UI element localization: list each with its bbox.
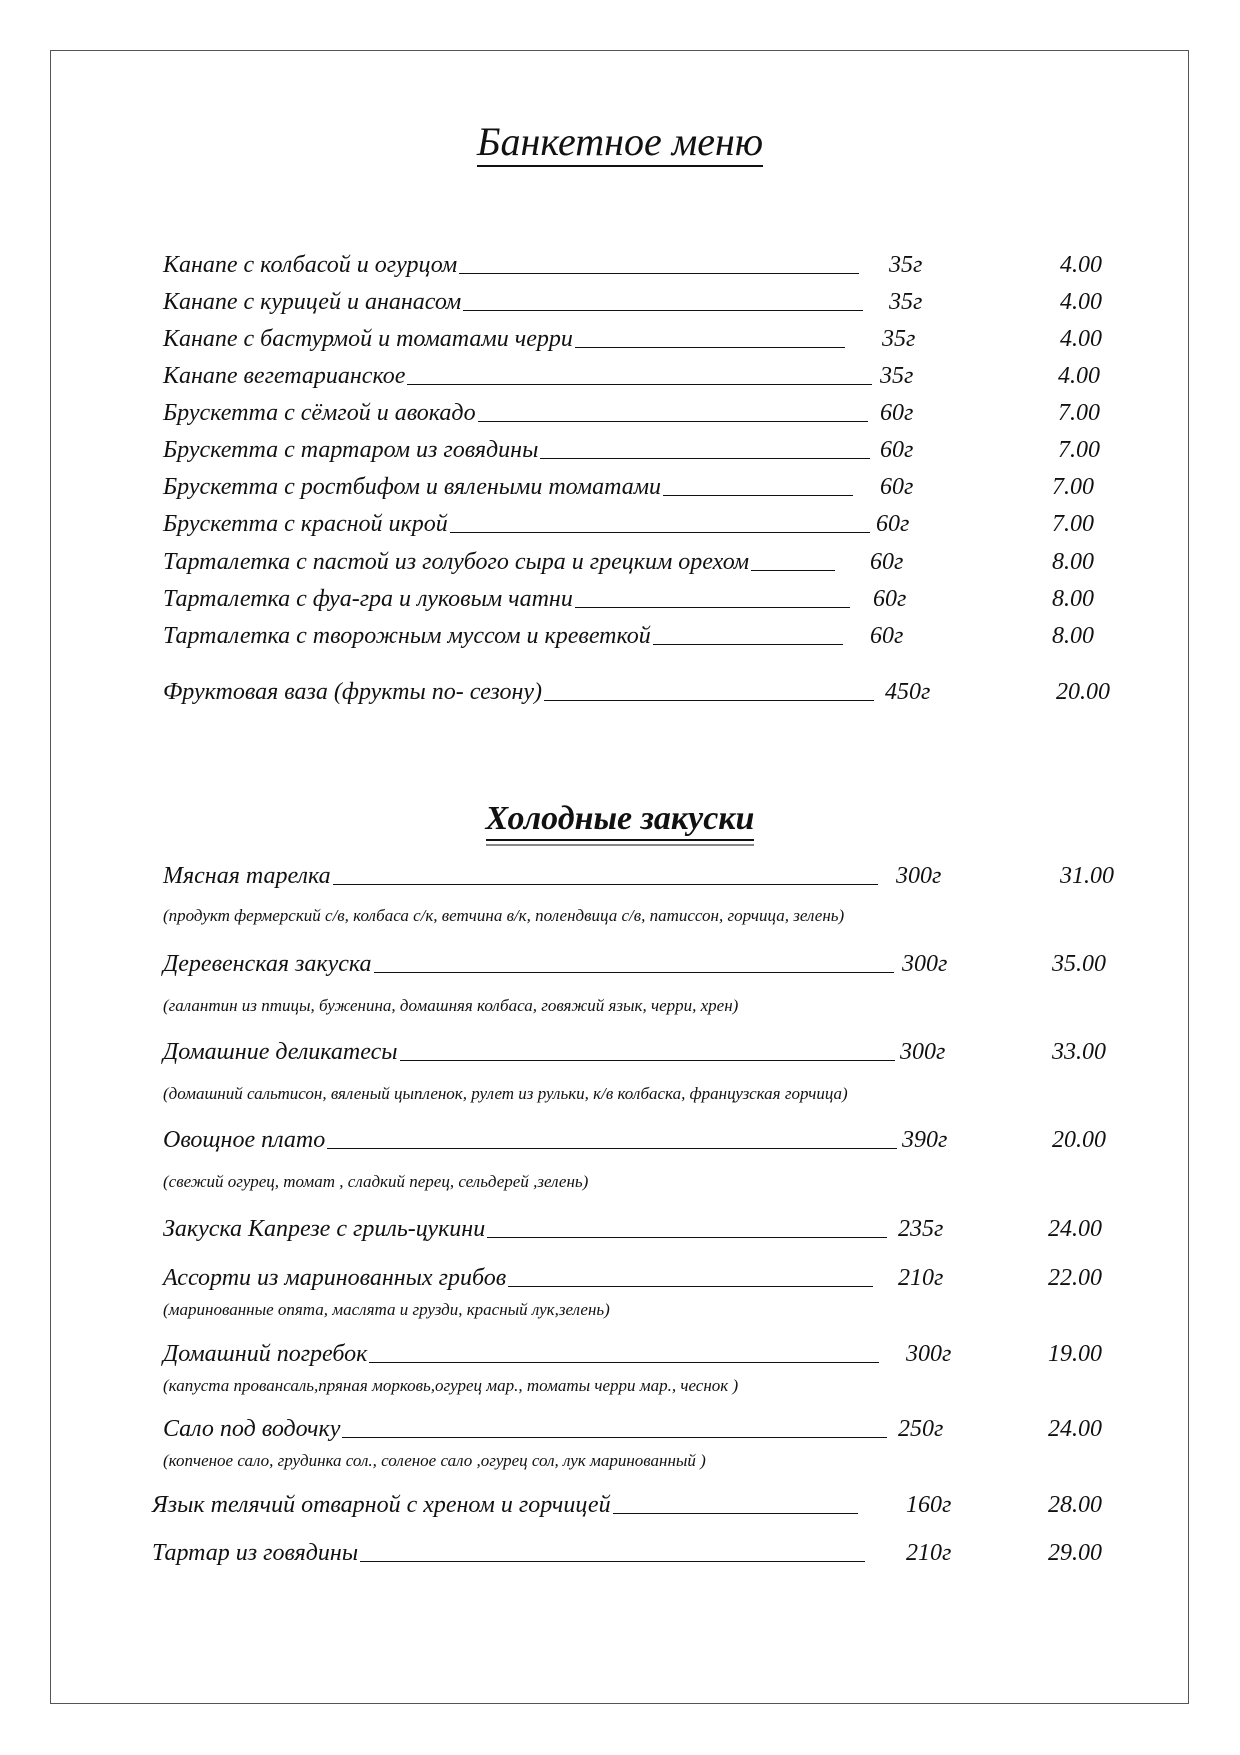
item-name-text: Сало под водочку [163, 1416, 341, 1442]
item-price: 4.00 [1060, 252, 1102, 278]
menu-item-row [0, 323, 1240, 357]
menu-item-row [0, 471, 1240, 505]
item-name-text: Брускетта с красной икрой [163, 511, 448, 537]
menu-item-row [0, 286, 1240, 320]
item-name [163, 1216, 887, 1243]
item-price: 22.00 [1048, 1265, 1102, 1291]
item-price: 24.00 [1048, 1216, 1102, 1242]
item-name [163, 1265, 873, 1292]
item-name-text: Брускетта с тартаром из говядины [163, 437, 539, 463]
leader-line [478, 420, 868, 422]
item-weight: 35г [889, 289, 923, 315]
leader-line [360, 1560, 865, 1562]
item-name [163, 400, 868, 427]
item-price: 7.00 [1052, 511, 1094, 537]
leader-line [751, 569, 835, 571]
item-name [163, 951, 894, 978]
item-description: (капуста провансаль,пряная морковь,огурец мар., томаты черри мар., чеснок ) [163, 1376, 739, 1395]
item-name-text: Тарталетка с творожным муссом и креветкой [163, 623, 651, 649]
menu-item-row [0, 434, 1240, 468]
item-price: 7.00 [1058, 437, 1100, 463]
item-name-text: Канапе с колбасой и огурцом [163, 252, 458, 278]
item-name [163, 252, 859, 279]
menu-item-row [0, 360, 1240, 394]
item-name-text: Закуска Капрезе с гриль-цукини [163, 1216, 486, 1242]
item-weight: 300г [900, 1039, 946, 1065]
item-weight: 300г [902, 951, 948, 977]
item-weight: 35г [889, 252, 923, 278]
item-description: (свежий огурец, томат , сладкий перец, сельдерей ,зелень) [163, 1172, 589, 1191]
menu-item-row [0, 948, 1240, 982]
item-name [163, 474, 853, 501]
item-weight: 60г [873, 586, 907, 612]
menu-item-row [0, 620, 1240, 654]
item-weight: 60г [880, 474, 914, 500]
menu-title [0, 118, 1240, 167]
item-name-text: Канапе с бастурмой и томатами черри [163, 326, 573, 352]
item-price: 35.00 [1052, 951, 1106, 977]
menu-item-row [0, 397, 1240, 431]
item-price: 8.00 [1052, 623, 1094, 649]
item-name-text: Тарталетка с фуа-гра и луковым чатни [163, 586, 573, 612]
item-weight: 60г [880, 437, 914, 463]
item-price: 29.00 [1048, 1540, 1102, 1566]
menu-title-text: Банкетное меню [477, 120, 763, 167]
section-title-cold-appetizers [0, 800, 1240, 841]
item-name [163, 363, 872, 390]
item-name-text: Ассорти из маринованных грибов [163, 1265, 507, 1291]
item-weight: 35г [880, 363, 914, 389]
item-name [163, 437, 870, 464]
item-price: 33.00 [1052, 1039, 1106, 1065]
menu-item-row [0, 1338, 1240, 1372]
item-description: (копченое сало, грудинка сол., соленое сало ,огурец сол, лук маринованный ) [163, 1451, 706, 1470]
item-weight: 60г [870, 623, 904, 649]
item-weight: 210г [906, 1540, 952, 1566]
item-name [163, 289, 863, 316]
item-price: 7.00 [1052, 474, 1094, 500]
menu-item-row [0, 1537, 1240, 1571]
menu-item-row [0, 1489, 1240, 1523]
item-price: 4.00 [1058, 363, 1100, 389]
item-price: 24.00 [1048, 1416, 1102, 1442]
menu-item-row [0, 546, 1240, 580]
item-name [163, 549, 835, 576]
leader-line [459, 272, 859, 274]
leader-line [369, 1361, 879, 1363]
item-name-text: Домашние деликатесы [163, 1039, 398, 1065]
menu-item-row [0, 676, 1240, 710]
leader-line [342, 1436, 887, 1438]
item-weight: 300г [896, 863, 942, 889]
item-weight: 235г [898, 1216, 944, 1242]
leader-line [653, 643, 843, 645]
item-name [163, 679, 874, 706]
item-weight: 60г [870, 549, 904, 575]
leader-line [508, 1285, 873, 1287]
item-name [163, 1416, 887, 1443]
menu-item-row [0, 508, 1240, 542]
section-title-text: Холодные закуски [486, 800, 755, 841]
item-weight: 35г [882, 326, 916, 352]
item-price: 4.00 [1060, 326, 1102, 352]
item-name [163, 586, 850, 613]
item-name [152, 1492, 858, 1519]
item-name-text: Брускетта с ростбифом и вялеными томатами [163, 474, 662, 500]
leader-line [400, 1059, 895, 1061]
item-name-text: Канапе вегетарианское [163, 363, 406, 389]
item-price: 19.00 [1048, 1341, 1102, 1367]
leader-line [407, 383, 872, 385]
item-price: 20.00 [1056, 679, 1110, 705]
menu-item-row [0, 1213, 1240, 1247]
menu-item-row [0, 1036, 1240, 1070]
item-weight: 60г [876, 511, 910, 537]
menu-item-row [0, 860, 1240, 894]
item-description: (маринованные опята, маслята и грузди, красный лук,зелень) [163, 1300, 610, 1319]
item-name [163, 1039, 895, 1066]
menu-item-row [0, 1413, 1240, 1447]
leader-line [575, 606, 850, 608]
menu-item-row [0, 583, 1240, 617]
leader-line [540, 457, 870, 459]
item-price: 31.00 [1060, 863, 1114, 889]
item-name [163, 326, 845, 353]
item-name-text: Тартар из говядины [152, 1540, 359, 1566]
item-name-text: Мясная тарелка [163, 863, 331, 889]
menu-item-row [0, 1262, 1240, 1296]
item-weight: 300г [906, 1341, 952, 1367]
leader-line [487, 1236, 887, 1238]
item-name-text: Домашний погребок [163, 1341, 368, 1367]
item-name-text: Овощное плато [163, 1127, 326, 1153]
item-price: 8.00 [1052, 549, 1094, 575]
item-price: 8.00 [1052, 586, 1094, 612]
item-weight: 450г [885, 679, 931, 705]
menu-item-row [0, 249, 1240, 283]
leader-line [374, 971, 894, 973]
item-description: (домашний сальтисон, вяленый цыпленок, рулет из рульки, к/в колбаска, французская горчица) [163, 1084, 848, 1103]
leader-line [544, 699, 874, 701]
leader-line [663, 494, 853, 496]
item-price: 20.00 [1052, 1127, 1106, 1153]
item-price: 7.00 [1058, 400, 1100, 426]
item-name-text: Фруктовая ваза (фрукты по- сезону) [163, 679, 543, 705]
item-weight: 390г [902, 1127, 948, 1153]
item-name [163, 863, 878, 890]
item-name-text: Язык телячий отварной с хреном и горчицей [152, 1492, 611, 1518]
item-name-text: Деревенская закуска [163, 951, 372, 977]
item-price: 4.00 [1060, 289, 1102, 315]
item-weight: 250г [898, 1416, 944, 1442]
item-name [163, 511, 870, 538]
item-weight: 160г [906, 1492, 952, 1518]
item-description: (продукт фермерский с/в, колбаса с/к, ветчина в/к, полендвица с/в, патиссон, горчица, зелень) [163, 906, 845, 925]
leader-line [613, 1512, 858, 1514]
item-description: (галантин из птицы, буженина, домашняя колбаса, говяжий язык, черри, хрен) [163, 996, 739, 1015]
item-name [163, 1127, 897, 1154]
item-name [152, 1540, 865, 1567]
item-name-text: Брускетта с сёмгой и авокадо [163, 400, 476, 426]
leader-line [463, 309, 863, 311]
item-weight: 60г [880, 400, 914, 426]
item-name [163, 623, 843, 650]
leader-line [327, 1147, 897, 1149]
item-price: 28.00 [1048, 1492, 1102, 1518]
item-weight: 210г [898, 1265, 944, 1291]
leader-line [333, 883, 878, 885]
item-name-text: Тарталетка с пастой из голубого сыра и грецким орехом [163, 549, 750, 575]
leader-line [575, 346, 845, 348]
item-name-text: Канапе с курицей и ананасом [163, 289, 462, 315]
leader-line [450, 531, 870, 533]
menu-item-row [0, 1124, 1240, 1158]
item-name [163, 1341, 879, 1368]
